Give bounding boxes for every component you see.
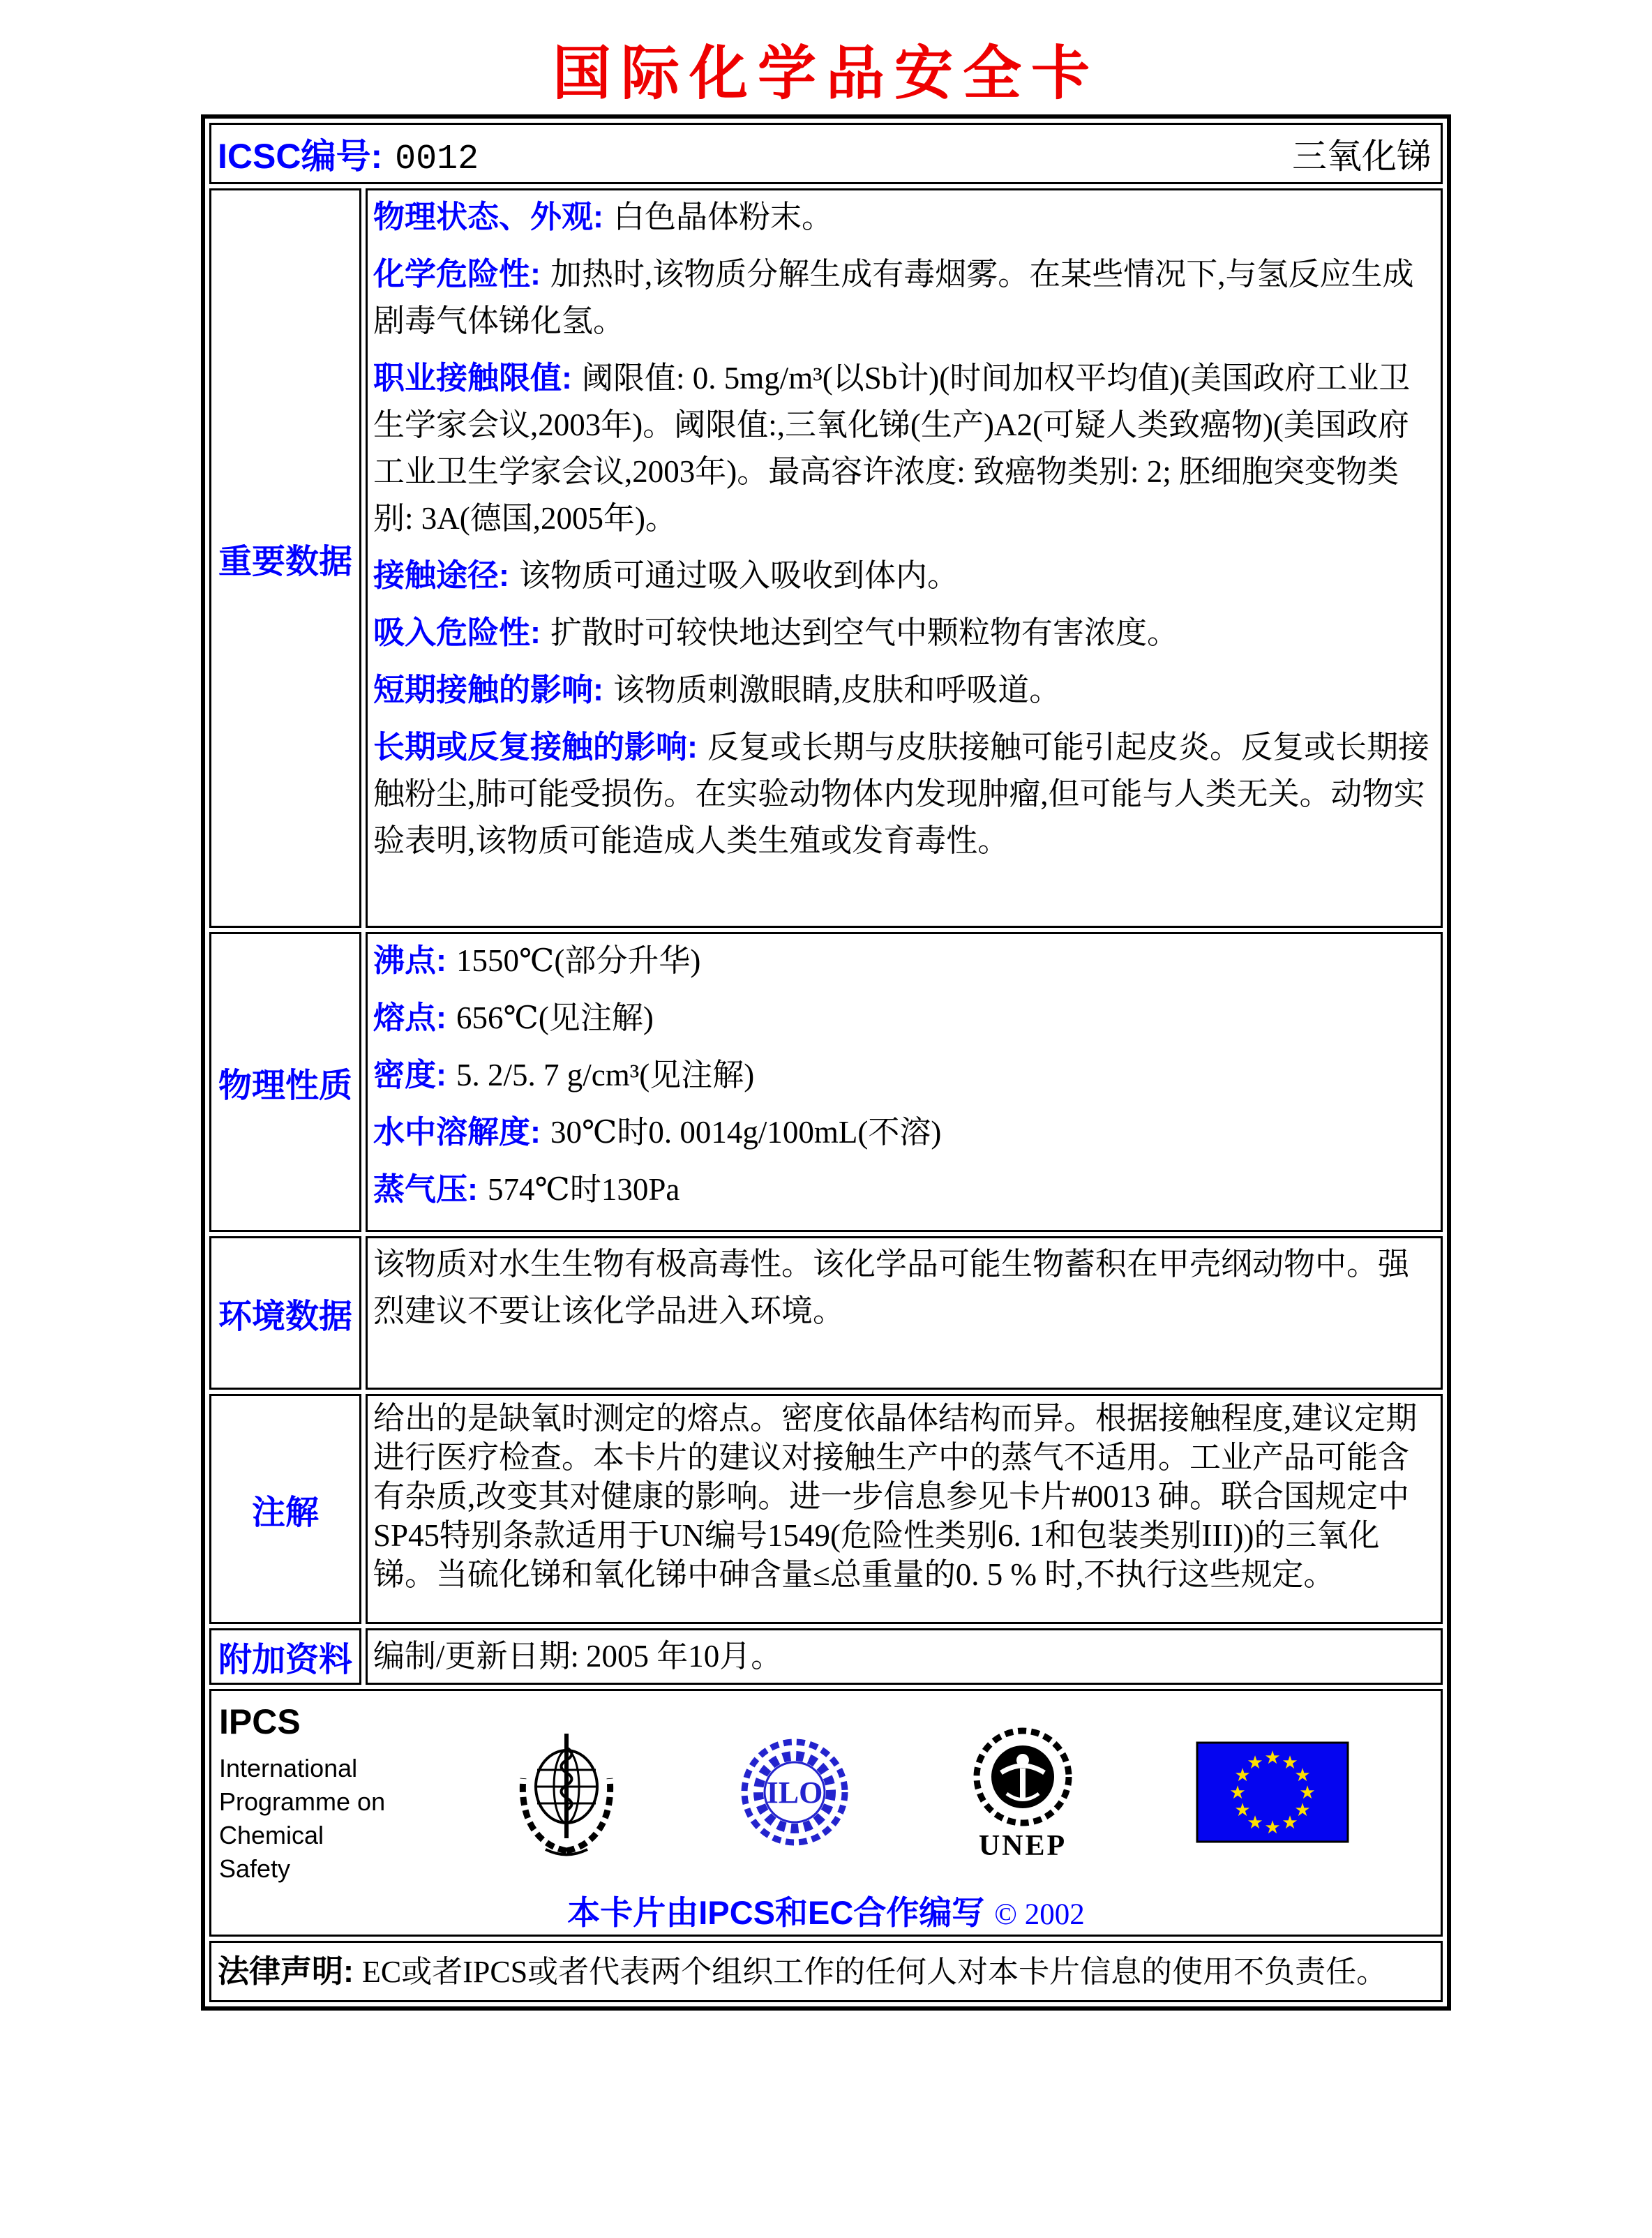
svg-text:★: ★ <box>1234 1764 1251 1786</box>
update-date-value: 2005 年10月。 <box>586 1639 783 1674</box>
field-value: 阈限值: 0. 5mg/m³(以Sb计)(时间加权平均值)(美国政府工业卫生学家会议,2003年)。阈限值:,三氧化锑(生产)A2(可疑人类致癌物)(美国政府工业卫生学家会议,2003年)。最高容许浓度: 致癌物类别: 2; 胚细胞突变物类别: 3A(德国,2005年)。 <box>373 361 1411 536</box>
physical-properties-row <box>209 932 1443 1232</box>
field-label: 吸入危险性: <box>373 615 541 650</box>
field-row <box>373 250 1434 345</box>
physical-properties-content <box>366 932 1443 1232</box>
ipcs-title: IPCS <box>219 1702 301 1741</box>
icsc-number-value: 0012 <box>395 139 479 179</box>
legal-row <box>209 1941 1443 2002</box>
environmental-data-row-label: 环境数据 <box>209 1236 361 1390</box>
who-logo-icon <box>514 1725 619 1863</box>
physical-properties-row-label: 物理性质 <box>209 932 361 1232</box>
update-date-label: 编制/更新日期: <box>373 1639 580 1674</box>
svg-text:★: ★ <box>1234 1799 1251 1821</box>
field-row <box>373 1166 1434 1213</box>
field-value: 656℃(见注解) <box>456 1000 654 1035</box>
logos-cell <box>209 1689 1443 1937</box>
cooperation-caption <box>212 1887 1440 1934</box>
field-row <box>373 1109 1434 1156</box>
field-value: 574℃时130Pa <box>488 1172 680 1207</box>
field-row <box>373 193 1434 241</box>
field-label: 蒸气压: <box>373 1171 478 1207</box>
field-value: 1550℃(部分升华) <box>456 943 701 978</box>
ipcs-line: Programme on <box>219 1787 386 1816</box>
header-cell <box>209 123 1443 184</box>
svg-text:★: ★ <box>1299 1782 1316 1803</box>
notes-row <box>209 1394 1443 1624</box>
field-value: 30℃时0. 0014g/100mL(不溶) <box>550 1115 942 1150</box>
field-row <box>373 1633 1434 1680</box>
svg-text:★: ★ <box>1294 1799 1311 1821</box>
additional-info-row-label: 附加资料 <box>209 1628 361 1685</box>
field-label: 沸点: <box>373 942 446 978</box>
legal-cell <box>209 1941 1443 2002</box>
cooperation-caption-text: 本卡片由IPCS和EC合作编写 <box>567 1894 985 1931</box>
ipcs-line: Chemical Safety <box>219 1821 324 1883</box>
svg-text:★: ★ <box>1247 1812 1263 1833</box>
additional-info-content <box>366 1628 1443 1685</box>
ilo-letters: ILO <box>766 1775 823 1810</box>
field-label: 化学危险性: <box>373 256 541 292</box>
notes-row-label: 注解 <box>209 1394 361 1624</box>
legal-notice-label: 法律声明: <box>218 1953 354 1989</box>
svg-text:★: ★ <box>1282 1752 1298 1773</box>
field-row <box>373 552 1434 599</box>
field-label: 水中溶解度: <box>373 1114 541 1150</box>
svg-text:★: ★ <box>1229 1782 1246 1803</box>
important-data-row <box>209 188 1443 928</box>
field-label: 长期或反复接触的影响: <box>373 729 698 765</box>
environmental-data-text: 该物质对水生生物有极高毒性。该化学品可能生物蓄积在甲壳纲动物中。强烈建议不要让该化学品进入环境。 <box>373 1247 1410 1328</box>
field-row <box>373 937 1434 984</box>
field-label: 熔点: <box>373 1000 446 1035</box>
ipcs-text-block <box>219 1702 393 1886</box>
ilo-logo-icon <box>739 1737 850 1851</box>
logos-row <box>209 1689 1443 1937</box>
additional-info-row <box>209 1628 1443 1685</box>
field-label: 密度: <box>373 1057 446 1092</box>
ipcs-line: International <box>219 1754 358 1782</box>
field-row <box>373 666 1434 714</box>
icsc-number-label: ICSC编号: <box>218 136 383 176</box>
chemical-name: 三氧化锑 <box>1292 137 1432 176</box>
svg-text:★: ★ <box>1264 1817 1281 1838</box>
field-value: 5. 2/5. 7 g/cm³(见注解) <box>456 1058 755 1092</box>
field-row <box>373 609 1434 656</box>
field-value: 加热时,该物质分解生成有毒烟雾。在某些情况下,与氢反应生成剧毒气体锑化氢。 <box>373 257 1414 338</box>
field-value: 白色晶体粉末。 <box>613 200 834 234</box>
field-label: 物理状态、外观: <box>373 199 603 234</box>
svg-text:★: ★ <box>1247 1752 1263 1773</box>
field-row <box>373 354 1434 542</box>
page-title: 国际化学品安全卡 <box>552 42 1099 107</box>
copyright-year: © 2002 <box>994 1898 1085 1931</box>
header-row <box>209 123 1443 184</box>
field-row <box>373 723 1434 864</box>
field-label: 接触途径: <box>373 557 509 593</box>
field-value: 该物质可通过吸入吸收到体内。 <box>519 558 959 593</box>
eu-flag-icon <box>1196 1741 1349 1847</box>
icsc-card-table <box>201 114 1451 2011</box>
environmental-data-content <box>366 1236 1443 1390</box>
important-data-content <box>366 188 1443 928</box>
field-row <box>373 1051 1434 1099</box>
field-value: 该物质刺激眼睛,皮肤和呼吸道。 <box>613 673 1061 707</box>
important-data-row-label: 重要数据 <box>209 188 361 928</box>
field-value: 扩散时可较快地达到空气中颗粒物有害浓度。 <box>550 615 1179 650</box>
field-label: 短期接触的影响: <box>373 672 603 707</box>
notes-content <box>366 1394 1443 1624</box>
unep-logo-icon <box>970 1724 1075 1864</box>
field-row <box>373 994 1434 1042</box>
field-value: 反复或长期与皮肤接触可能引起皮炎。反复或长期接触粉尘,肺可能受损伤。在实验动物体内发现肿瘤,但可能与人类无关。动物实验表明,该物质可能造成人类生殖或发育毒性。 <box>373 730 1430 858</box>
unep-letters: UNEP <box>978 1829 1067 1861</box>
legal-notice-text: EC或者IPCS或者代表两个组织工作的任何人对本卡片信息的使用不负责任。 <box>362 1954 1388 1989</box>
svg-text:★: ★ <box>1282 1812 1298 1833</box>
field-label: 职业接触限值: <box>373 360 572 396</box>
environmental-data-row <box>209 1236 1443 1390</box>
notes-text: 给出的是缺氧时测定的熔点。密度依晶体结构而异。根据接触程度,建议定期进行医疗检查。本卡片的建议对接触生产中的蒸气不适用。工业产品可能含有杂质,改变其对健康的影响。进一步信息参见卡片#0013 砷。联合国规定中SP45特别条款适用于UN编号1549(危险性类别6. 1和包装类别III))的三氧化锑。当硫化锑和氧化锑中砷含量≤总重量的0. 5 % 时,不执行这些规定。 <box>373 1401 1418 1592</box>
svg-text:★: ★ <box>1294 1764 1311 1786</box>
svg-text:★: ★ <box>1264 1747 1281 1768</box>
